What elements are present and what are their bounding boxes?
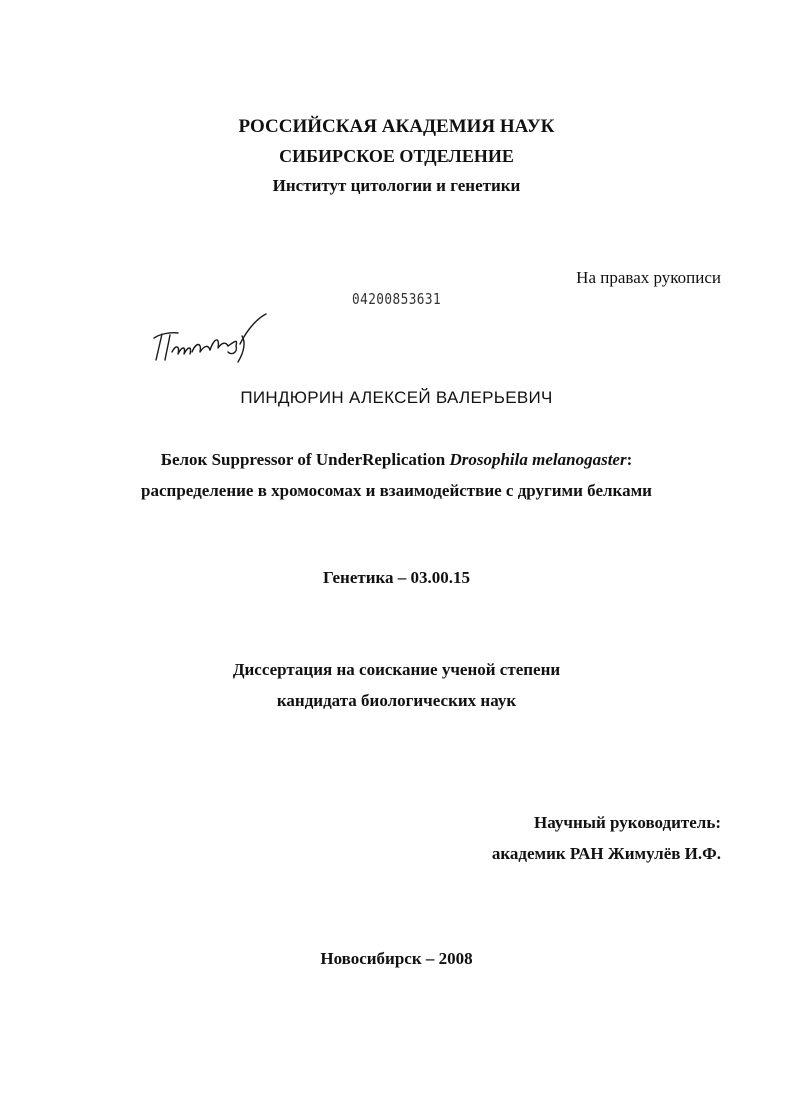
institute-name: Институт цитологии и генетики [272,176,521,195]
manuscript-note: На правах рукописи [576,268,721,287]
degree-line2: кандидата биологических наук [276,691,517,710]
city-year: Новосибирск – 2008 [320,949,473,968]
title-colon: : [626,450,633,469]
dissertation-title-line1 [0,450,793,470]
branch-name: СИБИРСКОЕ ОТДЕЛЕНИЕ [279,146,514,166]
handwritten-signature [148,308,270,368]
degree-line1: Диссертация на соискание ученой степени [232,660,561,679]
library-code: 04200853631 [352,290,442,308]
supervisor-label: Научный руководитель: [534,813,721,832]
dissertation-title-line2: распределение в хромосомах и взаимодействие с другими белками [141,481,652,500]
author-name: ПИНДЮРИН АЛЕКСЕЙ ВАЛЕРЬЕВИЧ [240,388,553,407]
supervisor-name: академик РАН Жимулёв И.Ф. [491,844,721,863]
title-species: Drosophila melanogaster [449,450,627,469]
specialty-code: Генетика – 03.00.15 [322,568,471,587]
academy-name: РОССИЙСКАЯ АКАДЕМИЯ НАУК [238,116,555,137]
title-part1: Белок Suppressor of UnderReplication [160,450,450,469]
